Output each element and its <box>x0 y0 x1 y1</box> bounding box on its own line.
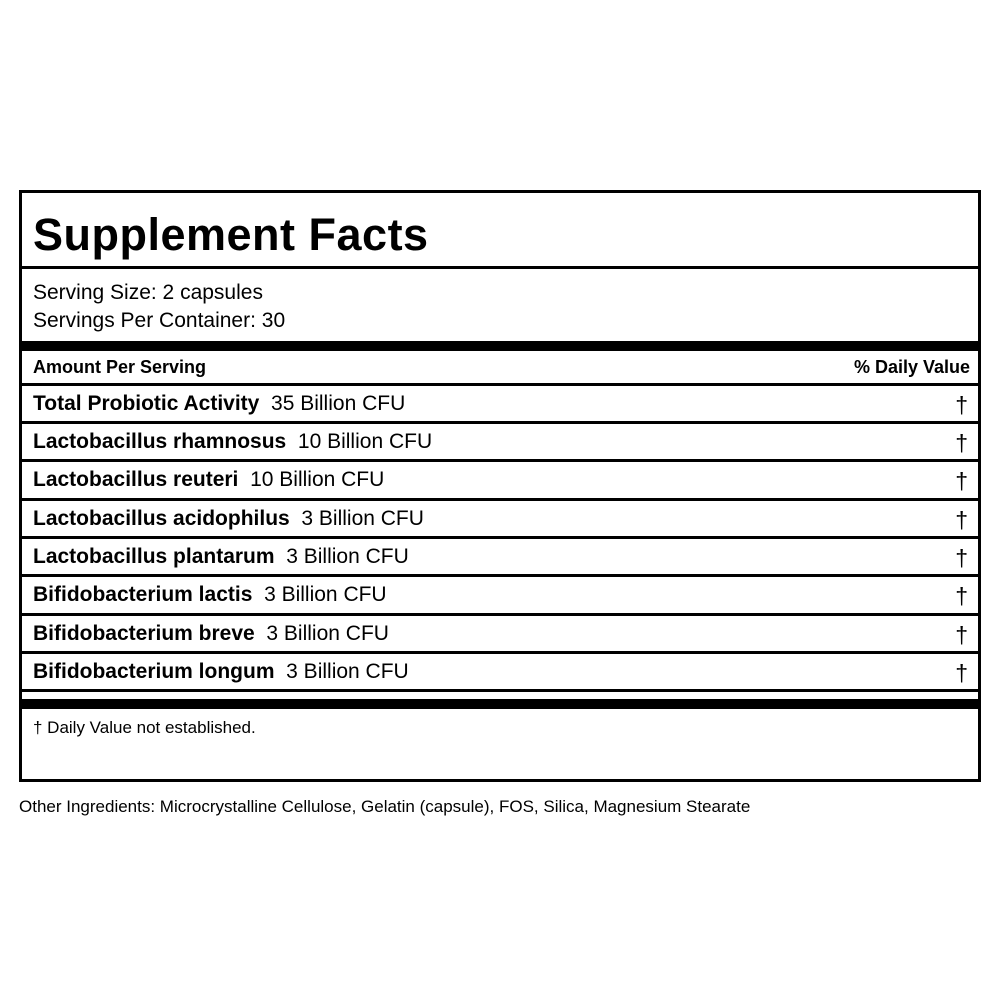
dagger-marker: † <box>955 468 968 494</box>
ingredient-name: Lactobacillus plantarum <box>33 545 275 568</box>
divider <box>22 689 978 692</box>
ingredient-name: Bifidobacterium lactis <box>33 583 253 606</box>
dagger-marker: † <box>955 430 968 456</box>
ingredient-name: Lactobacillus reuteri <box>33 468 239 491</box>
dagger-marker: † <box>955 660 968 686</box>
ingredient-amount: 10 Billion CFU <box>250 468 385 491</box>
dagger-marker: † <box>955 545 968 571</box>
table-row <box>22 462 978 497</box>
ingredient-amount: 3 Billion CFU <box>301 507 424 530</box>
serving-info <box>22 269 978 341</box>
ingredient-amount: 3 Billion CFU <box>286 660 409 683</box>
table-row <box>22 539 978 574</box>
dagger-marker: † <box>955 507 968 533</box>
daily-value-header: % Daily Value <box>853 357 970 377</box>
table-row <box>22 577 978 612</box>
ingredient-name: Lactobacillus acidophilus <box>33 507 290 530</box>
dagger-marker: † <box>955 622 968 648</box>
dagger-marker: † <box>955 392 968 418</box>
ingredient-amount: 35 Billion CFU <box>271 392 406 415</box>
title-box <box>22 193 978 269</box>
table-header <box>22 351 978 383</box>
ingredient-name: Bifidobacterium breve <box>33 622 255 645</box>
servings-per-container: Servings Per Container: 30 <box>33 309 286 332</box>
ingredient-amount: 10 Billion CFU <box>297 430 433 453</box>
ingredient-name: Lactobacillus rhamnosus <box>33 430 287 453</box>
table-row <box>22 424 978 459</box>
ingredient-amount: 3 Billion CFU <box>266 622 389 645</box>
serving-size: Serving Size: 2 capsules <box>33 281 263 304</box>
thick-divider-bottom <box>22 699 978 709</box>
ingredient-amount: 3 Billion CFU <box>286 545 409 568</box>
ingredient-name: Total Probiotic Activity <box>33 392 260 415</box>
panel-title: Supplement Facts <box>33 209 429 260</box>
amount-per-serving-header: Amount Per Serving <box>33 357 207 377</box>
thick-divider-top <box>22 341 978 351</box>
footnote: † Daily Value not established. <box>33 718 256 737</box>
dagger-marker: † <box>955 583 968 609</box>
table-row <box>22 501 978 536</box>
table-row <box>22 616 978 651</box>
ingredient-amount: 3 Billion CFU <box>264 583 387 606</box>
ingredient-name: Bifidobacterium longum <box>33 660 275 683</box>
table-row <box>22 654 978 689</box>
other-ingredients: Other Ingredients: Microcrystalline Cellulose, Gelatin (capsule), FOS, Silica, Magnesium Stearate <box>19 797 751 816</box>
table-row <box>22 386 978 421</box>
supplement-facts-panel <box>19 190 981 782</box>
